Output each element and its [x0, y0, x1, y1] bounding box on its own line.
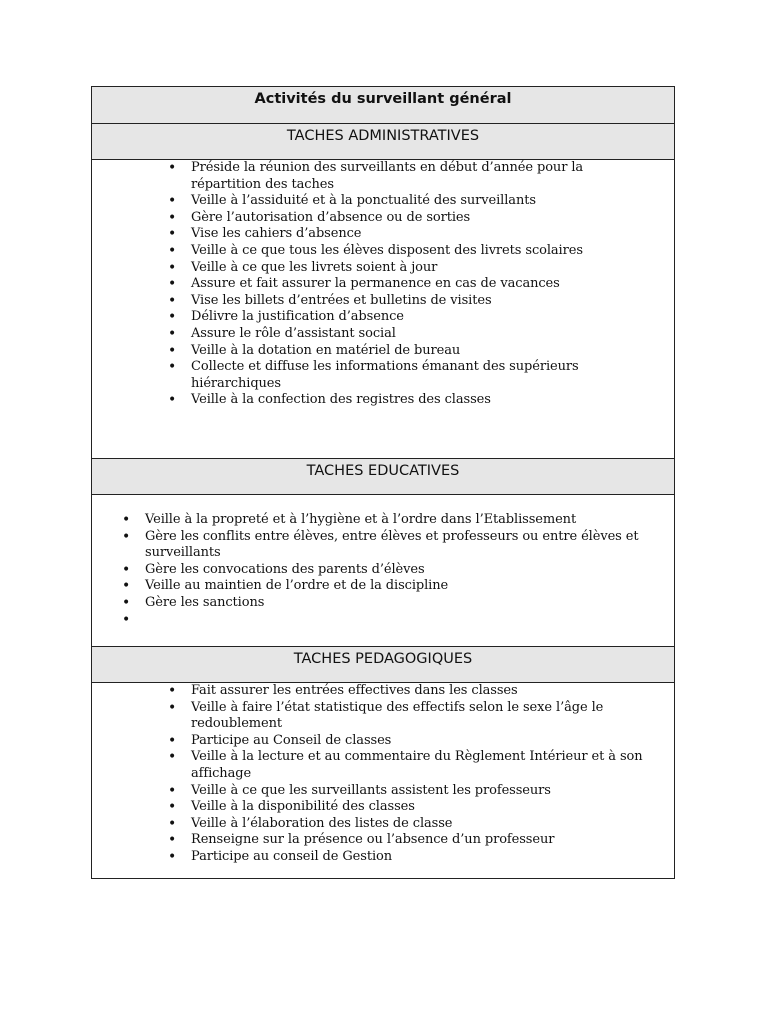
list-item: • Vise les cahiers d’absence — [191, 226, 644, 243]
list-item: • Veille à la disponibilité des classes — [191, 799, 648, 816]
table-title: Activités du surveillant général — [254, 91, 512, 107]
section-body-pedagogiques — [92, 682, 674, 880]
section-heading-row — [92, 646, 674, 682]
section-heading-pedagogiques: TACHES PEDAGOGIQUES — [293, 651, 473, 667]
task-list-pedagogiques — [191, 683, 648, 866]
list-item: • Assure le rôle d’assistant social — [191, 326, 644, 343]
list-item: • Gère les sanctions — [145, 595, 662, 612]
list-item: • Veille à la dotation en matériel de bureau — [191, 343, 644, 360]
list-item: • Délivre la justification d’absence — [191, 309, 644, 326]
table-title-row — [92, 87, 674, 123]
list-item: • Veille au maintien de l’ordre et de la discipline — [145, 578, 662, 595]
section-heading-row — [92, 123, 674, 159]
list-item: • Gère les convocations des parents d’élèves — [145, 562, 662, 579]
task-list-educatives — [145, 512, 662, 628]
section-heading-educatives: TACHES EDUCATIVES — [306, 463, 460, 479]
list-item: • Veille à ce que les surveillants assistent les professeurs — [191, 783, 648, 800]
section-heading-administratives: TACHES ADMINISTRATIVES — [286, 128, 480, 144]
activities-table — [91, 86, 675, 879]
list-item: • Veille à l’assiduité et à la ponctualité des surveillants — [191, 193, 644, 210]
list-item: • Collecte et diffuse les informations émanant des supérieurs hiérarchiques — [191, 359, 644, 392]
list-item: • Vise les billets d’entrées et bulletins de visites — [191, 293, 644, 310]
list-item: • Veille à l’élaboration des listes de classe — [191, 816, 648, 833]
list-item: • Assure et fait assurer la permanence en cas de vacances — [191, 276, 644, 293]
task-list-administratives — [191, 160, 644, 409]
list-item: • Renseigne sur la présence ou l’absence d’un professeur — [191, 832, 648, 849]
list-item: • Gère les conflits entre élèves, entre élèves et professeurs ou entre élèves et surveillants — [145, 529, 662, 562]
list-item: • Participe au conseil de Gestion — [191, 849, 648, 866]
section-body-administratives — [92, 159, 674, 458]
list-item: • Préside la réunion des surveillants en début d’année pour la répartition des taches — [191, 160, 644, 193]
list-item: • Veille à la propreté et à l’hygiène et à l’ordre dans l’Etablissement — [145, 512, 662, 529]
list-item: • Veille à ce que tous les élèves disposent des livrets scolaires — [191, 243, 644, 260]
list-item: • Veille à ce que les livrets soient à jour — [191, 260, 644, 277]
list-item: • Veille à faire l’état statistique des effectifs selon le sexe l’âge le redoublement — [191, 700, 648, 733]
section-heading-row — [92, 458, 674, 494]
list-item — [145, 612, 662, 629]
list-item: • Veille à la confection des registres des classes — [191, 392, 644, 409]
list-item: • Participe au Conseil de classes — [191, 733, 648, 750]
section-body-educatives — [92, 494, 674, 646]
list-item: • Veille à la lecture et au commentaire du Règlement Intérieur et à son affichage — [191, 749, 648, 782]
list-item: • Fait assurer les entrées effectives dans les classes — [191, 683, 648, 700]
list-item: • Gère l’autorisation d’absence ou de sorties — [191, 210, 644, 227]
